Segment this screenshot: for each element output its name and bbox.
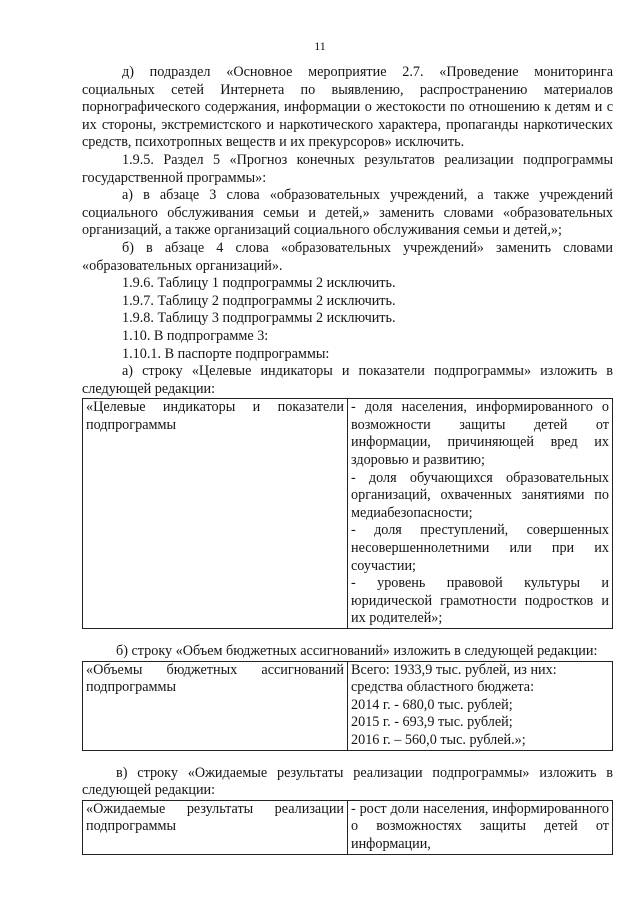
paragraph-item-b: б) в абзаце 4 слова «образовательных учреждений» заменить словами «образовательных организаций». [82, 239, 613, 274]
table-row [83, 800, 613, 854]
table-row [83, 661, 613, 750]
budget-table [82, 661, 613, 751]
budget-right-cell [348, 661, 613, 750]
indicators-left-cell: «Целевые индикаторы и показатели подпрограммы [83, 399, 348, 629]
budget-line: Всего: 1933,9 тыс. рублей, из них: [351, 661, 557, 678]
paragraph-1-10: 1.10. В подпрограмме 3: [122, 327, 269, 344]
indicator-item: - доля обучающихся образовательных организаций, охваченных занятиями по медиабезопасности; [351, 469, 609, 521]
indicator-item: - уровень правовой культуры и юридической грамотности подростков и их родителей»; [351, 575, 609, 627]
indicator-item: - доля преступлений, совершенных несовершеннолетними или при их соучастии; [351, 522, 609, 574]
budget-left-cell: «Объемы бюджетных ассигнований подпрограммы [83, 661, 348, 750]
paragraph-subsection-d: д) подраздел «Основное мероприятие 2.7. «Проведение мониторинга социальных сетей Интернета по выявлению, распространению материалов порнографического содержания, информации о жестокости по отношению к детям и с их стороны, экстремистского и наркотического характера, пропаганды наркотических средств, психотропных веществ и их прекурсоров» исключить. [82, 64, 613, 151]
results-table [82, 800, 613, 855]
paragraph-section-5: 1.9.5. Раздел 5 «Прогноз конечных результатов реализации подпрограммы государственной программы»: [82, 151, 613, 186]
budget-line: средства областного бюджета: [351, 679, 535, 696]
results-right-cell: - рост доли населения, информированного о возможностях защиты детей от информации, [348, 800, 613, 854]
results-left-cell: «Ожидаемые результаты реализации подпрограммы [83, 800, 348, 854]
indicator-item: - доля населения, информированного о возможности защиты детей от информации, причиняющей вред их здоровью и развитию; [351, 399, 609, 469]
paragraph-1-9-7: 1.9.7. Таблицу 2 подпрограммы 2 исключить. [122, 292, 396, 309]
paragraph-item-c-results: в) строку «Ожидаемые результаты реализации подпрограммы» изложить в следующей редакции: [82, 764, 613, 799]
document-body [82, 64, 613, 855]
indicators-table [82, 398, 613, 629]
budget-line: 2015 г. - 693,9 тыс. рублей; [351, 714, 513, 731]
paragraph-1-9-8: 1.9.8. Таблицу 3 подпрограммы 2 исключить. [122, 310, 396, 327]
paragraph-item-a: а) в абзаце 3 слова «образовательных учреждений, а также учреждений социального обслуживания семьи и детей,» заменить словами «образовательных организаций, а также организаций социального обслуживания семьи и детей,»; [82, 187, 613, 239]
page-number: 11 [314, 39, 326, 53]
table-row [83, 399, 613, 629]
paragraph-item-b-budget: б) строку «Объем бюджетных ассигнований» изложить в следующей редакции: [116, 643, 598, 659]
indicators-right-cell [348, 399, 613, 629]
paragraph-item-a-indicators: а) строку «Целевые индикаторы и показатели подпрограммы» изложить в следующей редакции: [82, 363, 613, 397]
budget-line: 2014 г. - 680,0 тыс. рублей; [351, 696, 513, 713]
paragraph-1-9-6: 1.9.6. Таблицу 1 подпрограммы 2 исключить. [122, 275, 396, 292]
paragraph-1-10-1: 1.10.1. В паспорте подпрограммы: [122, 345, 330, 362]
budget-line: 2016 г. – 560,0 тыс. рублей.»; [351, 731, 526, 748]
